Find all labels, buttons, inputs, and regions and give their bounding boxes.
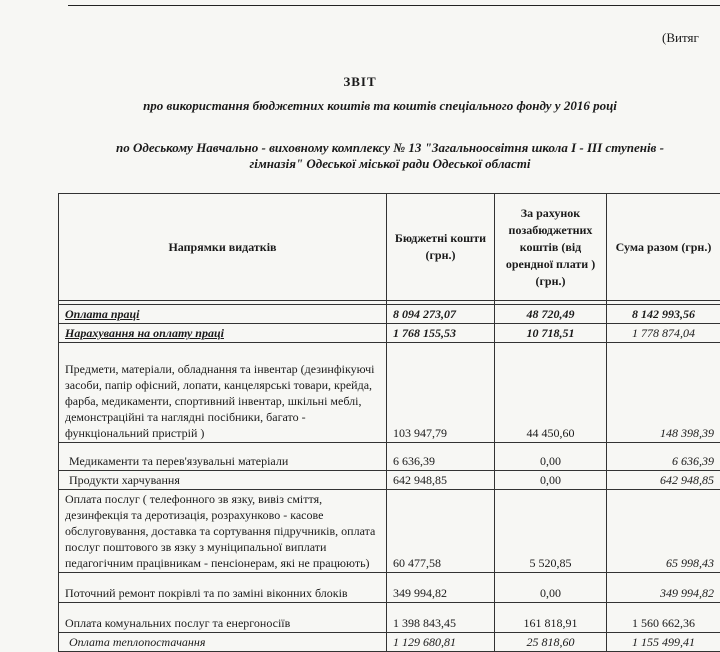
row-label: Оплата праці [59, 305, 387, 324]
table-row [59, 633, 720, 652]
row-total: 1 560 662,36 [607, 603, 720, 633]
row-budget: 642 948,85 [387, 471, 495, 490]
table-header-row [59, 194, 720, 301]
row-budget: 1 129 680,81 [387, 633, 495, 652]
row-extra: 5 520,85 [495, 490, 607, 573]
column-header-direction: Напрямки видатків [59, 194, 387, 301]
row-budget: 349 994,82 [387, 573, 495, 603]
row-budget: 6 636,39 [387, 443, 495, 471]
row-total: 1 778 874,04 [607, 324, 720, 343]
column-header-total: Сума разом (грн.) [607, 194, 720, 301]
row-label: Оплата теплопостачання [59, 633, 387, 652]
row-extra: 48 720,49 [495, 305, 607, 324]
row-budget: 1 398 843,45 [387, 603, 495, 633]
row-label: Предмети, матеріали, обладнання та інвентар (дезинфікуючі засоби, папір офісний, лопати, канцелярські товари, крейда, фарба, медикаменти, спортивний інвентар, шкільні меблі, демонстраційні та наглядні посібники, багато - функціональний пристрій ) [59, 343, 387, 443]
row-label: Нарахування на оплату праці [59, 324, 387, 343]
row-total: 8 142 993,56 [607, 305, 720, 324]
row-extra: 25 818,60 [495, 633, 607, 652]
top-rule [68, 5, 720, 6]
organization-name [60, 140, 720, 172]
column-header-extra: За рахунок позабюджетних коштів (від орендної плати ) (грн.) [495, 194, 607, 301]
row-total: 349 994,82 [607, 573, 720, 603]
table-row [59, 443, 720, 471]
extract-note: (Витяг [662, 30, 699, 46]
table-row [59, 324, 720, 343]
row-total: 65 998,43 [607, 490, 720, 573]
document-title: ЗВІТ [0, 74, 720, 90]
table-row [59, 490, 720, 573]
row-budget: 103 947,79 [387, 343, 495, 443]
row-label: Медикаменти та перев'язувальні матеріали [59, 443, 387, 471]
table-row [59, 305, 720, 324]
row-extra: 44 450,60 [495, 343, 607, 443]
row-extra: 161 818,91 [495, 603, 607, 633]
organization-line-2: гімназія" Одеської міської ради Одеської області [60, 156, 720, 172]
budget-table [58, 193, 720, 652]
row-label: Оплата послуг ( телефонного зв язку, вивіз сміття, дезинфекція та деротизація, розрахунково - касове обслуговування, доставка та сортування підручників, оплата послуг поштового зв язку з муніципальної виплати педагогічним працівникам - пенсіонерам, які не працюють) [59, 490, 387, 573]
row-total: 6 636,39 [607, 443, 720, 471]
row-extra: 0,00 [495, 471, 607, 490]
table-row [59, 343, 720, 443]
row-budget: 1 768 155,53 [387, 324, 495, 343]
table-row [59, 471, 720, 490]
row-label: Поточний ремонт покрівлі та по заміні віконних блоків [59, 573, 387, 603]
row-total: 1 155 499,41 [607, 633, 720, 652]
row-total: 642 948,85 [607, 471, 720, 490]
row-extra: 10 718,51 [495, 324, 607, 343]
row-extra: 0,00 [495, 573, 607, 603]
column-header-budget: Бюджетні кошти (грн.) [387, 194, 495, 301]
row-label: Продукти харчування [59, 471, 387, 490]
row-label: Оплата комунальних послуг та енергоносіїв [59, 603, 387, 633]
row-extra: 0,00 [495, 443, 607, 471]
organization-line-1: по Одеському Навчально - виховному комплексу № 13 "Загальноосвітня школа І - ІІІ ступенів - [60, 140, 720, 156]
row-budget: 60 477,58 [387, 490, 495, 573]
table-row [59, 573, 720, 603]
row-budget: 8 094 273,07 [387, 305, 495, 324]
document-subtitle: про використання бюджетних коштів та коштів спеціального фонду у 2016 році [0, 98, 720, 114]
row-total: 148 398,39 [607, 343, 720, 443]
table-row [59, 603, 720, 633]
